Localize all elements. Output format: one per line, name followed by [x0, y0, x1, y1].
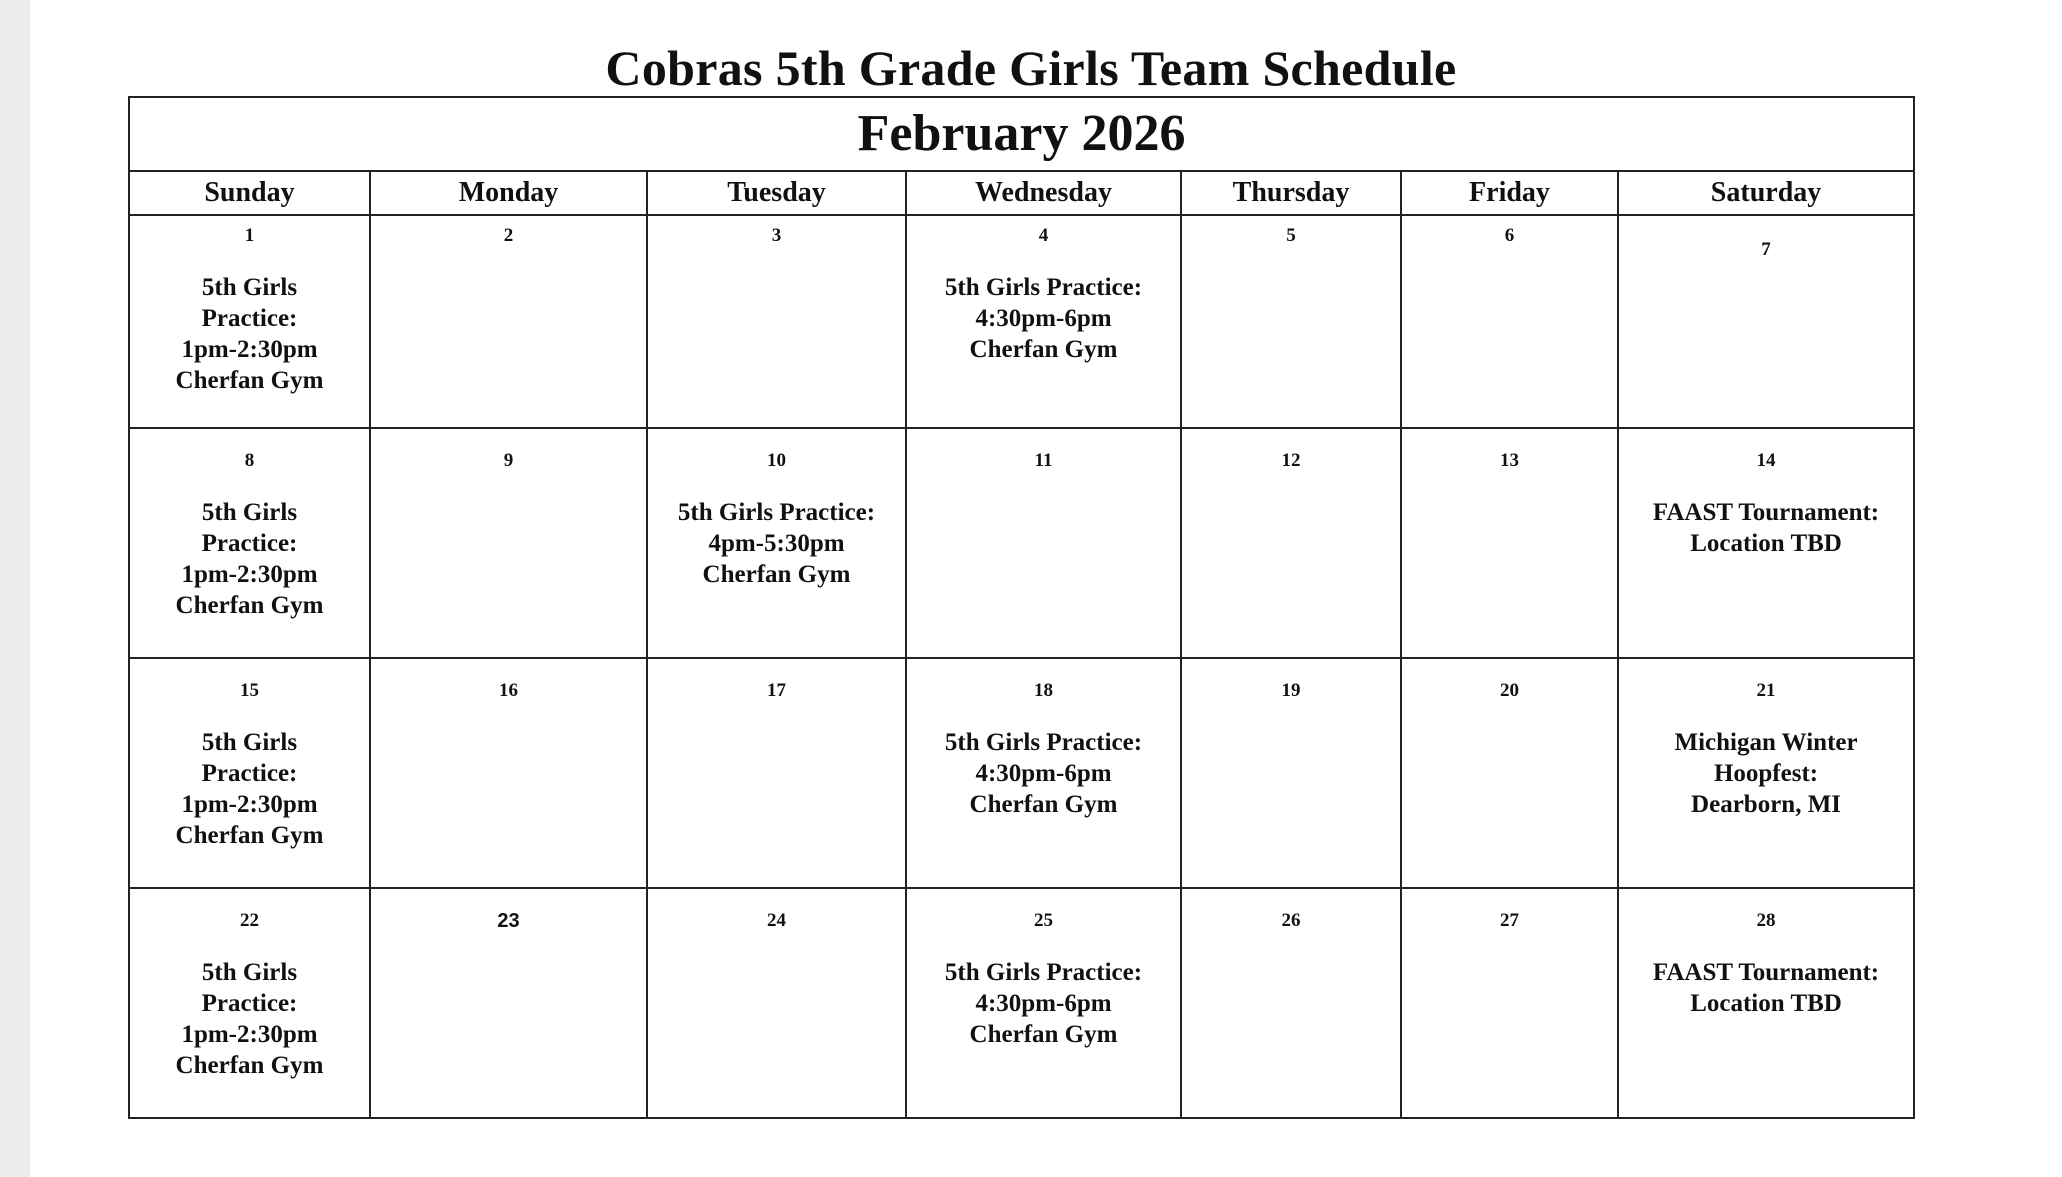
day-cell: [370, 215, 647, 428]
day-cell: [906, 888, 1181, 1118]
weekday-header-wednesday: Wednesday: [906, 171, 1181, 215]
day-cell: [647, 658, 906, 888]
day-number: 27: [1500, 910, 1519, 931]
day-event: 5th Girls Practice: 4:30pm-6pm Cherfan Gym: [944, 729, 1143, 818]
day-number: 25: [1034, 910, 1053, 931]
day-cell: [129, 215, 370, 428]
day-number: 24: [767, 910, 786, 931]
day-number: 16: [499, 680, 518, 701]
day-cell: [1618, 215, 1914, 428]
weekday-header-thursday: Thursday: [1181, 171, 1401, 215]
day-number: 21: [1756, 680, 1776, 701]
day-cell: [129, 658, 370, 888]
day-number: 11: [1034, 450, 1053, 471]
day-event: 5th Girls Practice: 4:30pm-6pm Cherfan Gym: [944, 274, 1143, 363]
day-event: Michigan Winter Hoopfest: Dearborn, MI: [1674, 729, 1858, 818]
day-number: 10: [767, 450, 786, 471]
weekday-header-tuesday: Tuesday: [647, 171, 906, 215]
day-cell: [1401, 428, 1618, 658]
day-event: FAAST Tournament: Location TBD: [1652, 959, 1880, 1017]
day-number: 7: [1761, 239, 1771, 260]
calendar-table: [128, 96, 1915, 1119]
day-cell: [1401, 215, 1618, 428]
day-cell: [906, 215, 1181, 428]
day-cell: [647, 215, 906, 428]
calendar-week: [129, 888, 1914, 1118]
day-number: 1: [244, 225, 255, 246]
day-number: 2: [503, 225, 514, 246]
page-title: Cobras 5th Grade Girls Team Schedule: [605, 40, 1457, 96]
day-number: 20: [1500, 680, 1519, 701]
day-cell: [906, 428, 1181, 658]
day-number: 23: [497, 910, 520, 932]
day-event: FAAST Tournament: Location TBD: [1652, 499, 1880, 557]
left-margin-strip: [0, 0, 30, 1177]
calendar-week: [129, 428, 1914, 658]
day-cell: [1618, 888, 1914, 1118]
day-number: 19: [1281, 680, 1301, 701]
day-cell: [647, 428, 906, 658]
day-number: 14: [1756, 450, 1776, 471]
day-cell: [1181, 888, 1401, 1118]
day-event: 5th Girls Practice: 1pm-2:30pm Cherfan Gym: [175, 499, 324, 619]
day-number: 22: [240, 910, 259, 931]
day-cell: [1618, 428, 1914, 658]
day-cell: [129, 888, 370, 1118]
day-number: 12: [1281, 450, 1301, 471]
day-cell: [647, 888, 906, 1118]
day-number: 26: [1281, 910, 1301, 931]
day-number: 17: [767, 680, 786, 701]
day-cell: [370, 888, 647, 1118]
weekday-header-monday: Monday: [370, 171, 647, 215]
day-number: 9: [503, 450, 514, 471]
day-number: 4: [1038, 225, 1049, 246]
weekday-header-sunday: Sunday: [129, 171, 370, 215]
day-cell: [1401, 658, 1618, 888]
day-number: 15: [240, 680, 259, 701]
day-cell: [370, 428, 647, 658]
calendar-week: [129, 215, 1914, 428]
day-event: 5th Girls Practice: 4:30pm-6pm Cherfan Gym: [944, 959, 1143, 1048]
day-cell: [1181, 428, 1401, 658]
weekday-header-saturday: Saturday: [1618, 171, 1914, 215]
day-cell: [906, 658, 1181, 888]
day-number: 18: [1034, 680, 1053, 701]
day-event: 5th Girls Practice: 1pm-2:30pm Cherfan Gym: [175, 959, 324, 1079]
day-number: 6: [1504, 225, 1515, 246]
calendar-week: [129, 658, 1914, 888]
day-number: 13: [1500, 450, 1519, 471]
day-cell: [129, 428, 370, 658]
day-number: 28: [1756, 910, 1776, 931]
day-number: 3: [771, 225, 782, 246]
month-header: February 2026: [129, 97, 1914, 171]
day-number: 5: [1286, 225, 1296, 246]
day-event: 5th Girls Practice: 1pm-2:30pm Cherfan Gym: [175, 729, 324, 849]
day-event: 5th Girls Practice: 1pm-2:30pm Cherfan Gym: [175, 274, 324, 394]
day-cell: [1401, 888, 1618, 1118]
day-cell: [1618, 658, 1914, 888]
day-event: 5th Girls Practice: 4pm-5:30pm Cherfan Gym: [677, 499, 876, 588]
day-number: 8: [244, 450, 255, 471]
day-cell: [1181, 658, 1401, 888]
weekday-header-friday: Friday: [1401, 171, 1618, 215]
day-cell: [370, 658, 647, 888]
day-cell: [1181, 215, 1401, 428]
